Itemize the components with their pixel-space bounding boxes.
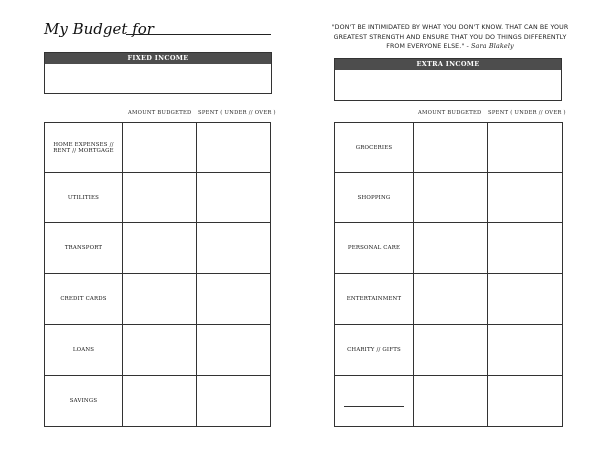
spent-cell[interactable] xyxy=(488,173,563,223)
budgeted-cell[interactable] xyxy=(414,123,488,173)
budgeted-cell[interactable] xyxy=(123,376,197,427)
table-row xyxy=(335,274,563,325)
spent-cell[interactable] xyxy=(197,376,271,427)
row-label: SAVINGS xyxy=(45,376,123,427)
spent-cell[interactable] xyxy=(488,376,563,427)
table-row xyxy=(335,223,563,274)
spent-cell[interactable] xyxy=(488,325,563,376)
table-row xyxy=(45,325,271,376)
budgeted-cell[interactable] xyxy=(123,123,197,173)
budgeted-cell[interactable] xyxy=(123,173,197,223)
left-col-budgeted: AMOUNT BUDGETED xyxy=(128,110,192,116)
row-label: TRANSPORT xyxy=(45,223,123,274)
row-label: ENTERTAINMENT xyxy=(335,274,414,325)
row-label: HOME EXPENSES // RENT // MORTGAGE xyxy=(45,123,123,173)
row-label: UTILITIES xyxy=(45,173,123,223)
table-row xyxy=(335,376,563,427)
row-label: CHARITY // GIFTS xyxy=(335,325,414,376)
budgeted-cell[interactable] xyxy=(123,274,197,325)
table-row xyxy=(335,173,563,223)
spent-cell[interactable] xyxy=(488,274,563,325)
fixed-income-box[interactable] xyxy=(44,52,272,94)
spent-cell[interactable] xyxy=(197,223,271,274)
budgeted-cell[interactable] xyxy=(414,173,488,223)
budget-for-blank[interactable] xyxy=(126,34,271,35)
table-row xyxy=(45,223,271,274)
quote-author: Sara Blakely xyxy=(470,42,514,50)
row-label: SHOPPING xyxy=(335,173,414,223)
table-row xyxy=(45,376,271,427)
budgeted-cell[interactable] xyxy=(414,376,488,427)
spent-cell[interactable] xyxy=(488,223,563,274)
table-row xyxy=(45,173,271,223)
row-label: GROCERIES xyxy=(335,123,414,173)
row-label: PERSONAL CARE xyxy=(335,223,414,274)
fixed-income-label: FIXED INCOME xyxy=(45,53,271,64)
budgeted-cell[interactable] xyxy=(414,223,488,274)
left-budget-table xyxy=(44,122,271,427)
table-row xyxy=(335,123,563,173)
right-col-budgeted: AMOUNT BUDGETED xyxy=(418,110,482,116)
budgeted-cell[interactable] xyxy=(123,223,197,274)
budgeted-cell[interactable] xyxy=(414,274,488,325)
page-title: My Budget for xyxy=(44,20,154,38)
table-row xyxy=(335,325,563,376)
quote xyxy=(330,23,570,52)
extra-income-label: EXTRA INCOME xyxy=(335,59,561,70)
spent-cell[interactable] xyxy=(197,173,271,223)
spent-cell[interactable] xyxy=(197,325,271,376)
right-budget-table xyxy=(334,122,563,427)
custom-category-blank[interactable] xyxy=(344,406,404,407)
extra-income-box[interactable] xyxy=(334,58,562,101)
row-label: CREDIT CARDS xyxy=(45,274,123,325)
table-row xyxy=(45,274,271,325)
spent-cell[interactable] xyxy=(488,123,563,173)
right-col-spent: SPENT ( UNDER // OVER ) xyxy=(488,110,566,116)
row-label: LOANS xyxy=(45,325,123,376)
budgeted-cell[interactable] xyxy=(123,325,197,376)
custom-category-cell[interactable] xyxy=(335,376,414,427)
table-row xyxy=(45,123,271,173)
quote-text: "DON'T BE INTIMIDATED BY WHAT YOU DON'T KNOW. THAT CAN BE YOUR GREATEST STRENGTH AND ENSURE THAT YOU DO THINGS DIFFERENTLY FROM EVERYONE ELSE." - xyxy=(331,24,569,50)
budgeted-cell[interactable] xyxy=(414,325,488,376)
spent-cell[interactable] xyxy=(197,123,271,173)
left-col-spent: SPENT ( UNDER // OVER ) xyxy=(198,110,276,116)
spent-cell[interactable] xyxy=(197,274,271,325)
